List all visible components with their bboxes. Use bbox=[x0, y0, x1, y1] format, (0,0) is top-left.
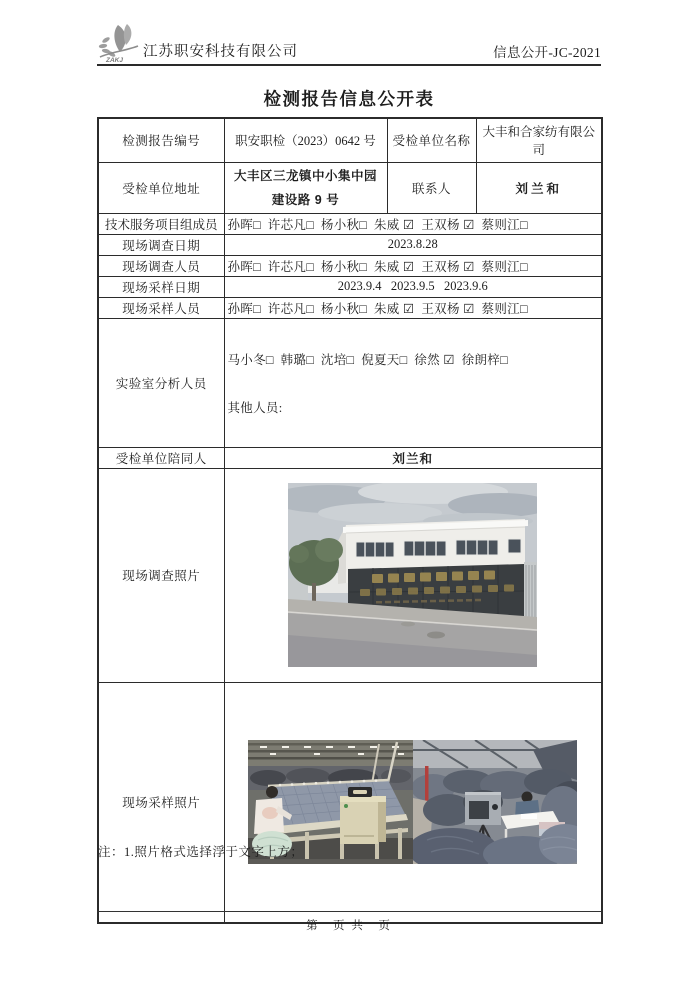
page-header bbox=[97, 22, 601, 66]
survey-date-label: 现场调查日期 bbox=[98, 234, 224, 255]
escort-value: 刘兰和 bbox=[224, 447, 602, 468]
report-no-value: 职安职检（2023）0642 号 bbox=[224, 118, 387, 162]
header-left bbox=[97, 23, 298, 63]
contact-label: 联系人 bbox=[387, 162, 476, 213]
table-row bbox=[98, 276, 602, 297]
table-row bbox=[98, 118, 602, 162]
lab-staff-value bbox=[224, 318, 602, 447]
logo-text: ZAKJ bbox=[106, 57, 123, 63]
table-row bbox=[98, 297, 602, 318]
address-label: 受检单位地址 bbox=[98, 162, 224, 213]
info-table bbox=[97, 117, 603, 924]
table-row bbox=[98, 234, 602, 255]
lab-staff-label: 实验室分析人员 bbox=[98, 318, 224, 447]
sampling-photo-cell bbox=[224, 682, 602, 923]
doc-number: 信息公开-JC-2021 bbox=[493, 45, 601, 60]
note-text: 注：1.照片格式选择浮于文字上方； bbox=[98, 845, 304, 859]
table-row bbox=[98, 447, 602, 468]
sampling-staff-value: 孙晖□ 许芯凡□ 杨小秋□ 朱威 ☑ 王双杨 ☑ 蔡则江□ bbox=[224, 297, 602, 318]
report-no-label: 检测报告编号 bbox=[98, 118, 224, 162]
team-label: 技术服务项目组成员 bbox=[98, 213, 224, 234]
page-content bbox=[97, 0, 601, 989]
unit-name-label: 受检单位名称 bbox=[387, 118, 476, 162]
address-line1: 大丰区三龙镇中小集中园 bbox=[233, 168, 377, 183]
company-logo-icon bbox=[97, 23, 141, 63]
sampling-photo-label: 现场采样照片 bbox=[98, 682, 224, 923]
survey-staff-label: 现场调查人员 bbox=[98, 255, 224, 276]
contact-value: 刘兰和 bbox=[476, 162, 602, 213]
unit-name-value: 大丰和合家纺有限公司 bbox=[476, 118, 602, 162]
lab-staff-line: 马小冬□ 韩璐□ 沈培□ 倪夏天□ 徐然 ☑ 徐朗梓□ bbox=[227, 352, 508, 367]
table-row bbox=[98, 682, 602, 923]
sampling-date-label: 现场采样日期 bbox=[98, 276, 224, 297]
window-band bbox=[356, 539, 521, 557]
sampling-date-value: 2023.9.4 2023.9.5 2023.9.6 bbox=[224, 276, 602, 297]
footer-page-indicator: 第 页 共 页 bbox=[306, 920, 392, 932]
footer-divider bbox=[97, 911, 601, 912]
page-title: 检测报告信息公开表 bbox=[263, 89, 435, 109]
address-value bbox=[224, 162, 387, 213]
address-line2: 建设路 9 号 bbox=[271, 192, 340, 207]
team-members: 孙晖□ 许芯凡□ 杨小秋□ 朱威 ☑ 王双杨 ☑ 蔡则江□ bbox=[224, 213, 602, 234]
table-row bbox=[98, 255, 602, 276]
lab-other-line: 其他人员: bbox=[227, 400, 283, 415]
table-row bbox=[98, 213, 602, 234]
table-row bbox=[98, 318, 602, 447]
sampling-staff-label: 现场采样人员 bbox=[98, 297, 224, 318]
survey-photo-cell bbox=[224, 468, 602, 682]
survey-staff-value: 孙晖□ 许芯凡□ 杨小秋□ 朱威 ☑ 王双杨 ☑ 蔡则江□ bbox=[224, 255, 602, 276]
table-row bbox=[98, 468, 602, 682]
sampling-photo-right bbox=[413, 740, 577, 864]
survey-photo-label: 现场调查照片 bbox=[98, 468, 224, 682]
survey-date-value: 2023.8.28 bbox=[224, 234, 602, 255]
escort-label: 受检单位陪同人 bbox=[98, 447, 224, 468]
survey-photo-image bbox=[288, 483, 537, 667]
company-name: 江苏职安科技有限公司 bbox=[143, 44, 298, 60]
table-row bbox=[98, 162, 602, 213]
